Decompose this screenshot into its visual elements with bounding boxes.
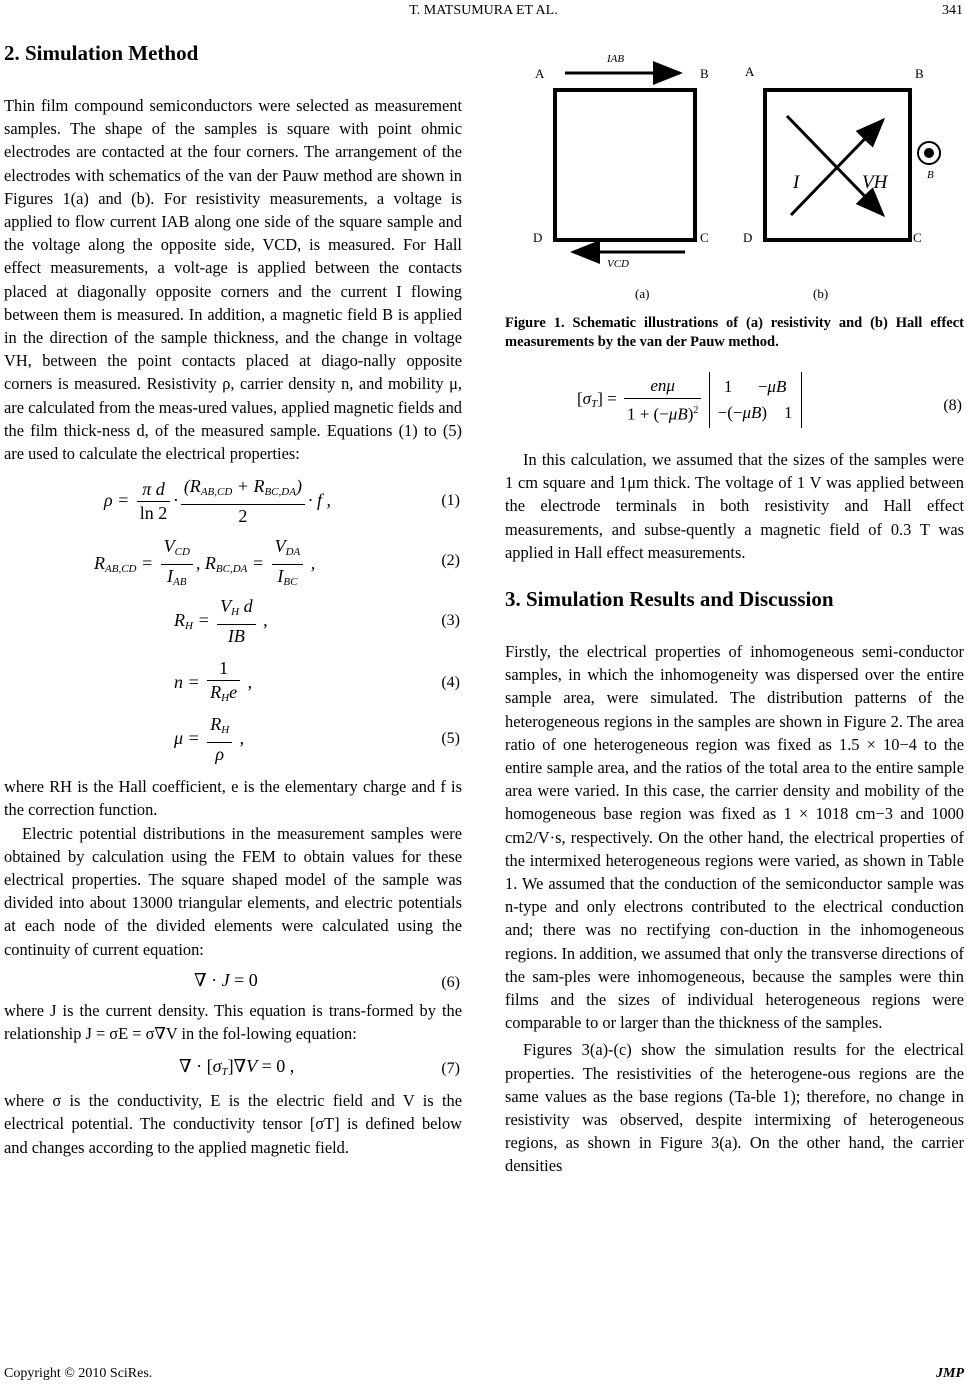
paragraph-fem: Electric potential distributions in the measurement samples were obtained by calculation using the FEM to obtain values for these electrical properties. The square shaped model of the sample was divided into about 13000 triangular elements, and electric potentials at each node of the divided elements were calculated using the continuity of current equation: [4,823,462,959]
label-a-a: A [535,66,545,81]
label-a-b: B [700,66,709,81]
right-column [505,362,964,1178]
equation-7 [4,1051,462,1089]
paragraph-current-density: where J is the current density. This equation is trans-formed by the relationship J = σE = σ∇V in the fol-lowing equation: [4,1000,462,1044]
equation-4 [4,657,462,713]
paragraph-hall-coefficient: where RH is the Hall coefficient, e is the elementary charge and f is the correction function. [4,777,462,820]
label-i: I [793,172,800,193]
equation-2-body: $R_{AB,CD}$ = $\frac{V_{CD}}{I_{AB}}$ , $R_{BC,DA}$ = $\frac{V_{DA}}{I_{BC}}$ , [94,536,316,589]
equation-6-body: ∇ · J = 0 [194,969,258,990]
page-number: 341 [942,3,963,18]
figure-1-caption: Figure 1. Schematic illustrations of (a) resistivity and (b) Hall effect measurements by the van der Pauw method. [505,315,964,350]
left-column [4,40,462,1159]
label-b-c: C [913,230,922,245]
label-subfig-a: (a) [635,286,650,301]
arrow-current-i [787,116,883,215]
label-subfig-b: (b) [813,286,829,301]
section-heading-3: 3. Simulation Results and Discussion [505,587,834,612]
paragraph-figure3: Figures 3(a)-(c) show the simulation results for the electrical properties. The resistivities of the heterogene-ous regions are the same values as the base regions (Ta-ble 1); therefore, no change in resistivity was observed, despite intermixing of heterogeneous regions, as shown in Figure 3(a). On the other hand, the carrier densities [505,1040,964,1176]
equation-8-number: (8) [943,397,962,414]
paragraph-results: Firstly, the electrical properties of inhomogeneous semi-conductor samples, in which the inhomogeneity was dispersed over the entire sample area, were simulated. The distribution patterns of the heterogeneous regions in the samples are shown in Figure 2. The area ratio of one heterogeneous region was fixed as 1.5 × 10−4 to the entire sample area, and the ratios of the total area to the entire sample area were varied. In this case, the carrier density and mobility of the homogeneous base region was fixed as 1 × 1018 cm−3 and 1000 cm2/V·s, respectively. On the other hand, the electrical properties of the intermixed heterogeneous regions were varied, as shown in Table 1. We assumed that the conduction of the semiconductor sample was n-type and only electrons contributed to the electrical conduction and; there was no rectifying con-duction in the inhomogeneous regions. In addition, we assumed that only the transverse directions of the sam-ples were inhomogeneous, because the samples were thin films and the sizes of individual heterogeneous regions were comparable to or larger than the thickness of the samples. [505,642,964,1033]
equation-6-number: (6) [441,973,460,991]
paragraph-conductivity: where σ is the conductivity, E is the electric field and V is the electrical potential. The conductivity tensor [σT] is defined below and changes according to the applied magnetic field. [4,1091,462,1157]
equation-6 [4,965,462,999]
header-authors: T. MATSUMURA ET AL. [409,3,558,18]
label-b-a: A [745,64,755,79]
magnetic-field-dot [924,148,934,158]
equation-2 [4,535,462,595]
equation-4-number: (4) [441,674,460,692]
equation-8 [505,362,964,448]
section-heading-2: 2. Simulation Method [4,41,199,65]
footer-copyright: Copyright © 2010 SciRes. [4,1366,153,1381]
equation-4-body: n = $\frac{1}{R_He}$ , [174,658,253,705]
page-footer [4,1366,964,1382]
paragraph-samples: Thin film compound semiconductors were selected as measurement samples. The shape of the samples is square with point ohmic electrodes are contacted at the four corners. The arrangement of the electrodes with schematics of the van der Pauw method are shown in Figures 1(a) and (b). For resistivity measurements, a voltage is applied to flow current IAB along one side of the square sample and the voltage along the opposite side, VCD, is measured. For Hall effect measurements, a volt-age is applied between the contacts placed at diagonally opposite corners and the current I flowing between them is measured. In addition, a magnetic field B is applied in the direction of the sample thickness, and the change in voltage VH, between the point contacts placed at diago-nally opposite corners is measured. Resistivity ρ, carrier density n, and mobility μ, are calculated from the meas-ured values, applied magnetic fields and the film thick-ness d, of the measured sample. Equations (1) to (5) are used to calculate the electrical properties: [4,96,462,464]
equation-1-number: (1) [441,492,460,510]
equation-3-number: (3) [441,612,460,630]
label-a-c: C [700,230,709,245]
figure-1-diagram [505,40,964,305]
equation-3 [4,595,462,657]
label-b-d: D [743,230,753,245]
label-b-field: B [927,169,934,181]
label-iab: IAB [607,53,625,65]
running-header [0,3,967,21]
label-b-b: B [915,66,924,81]
figure-1 [505,40,964,305]
label-vh: VH [862,172,888,193]
equation-1 [4,475,462,535]
equation-3-body: $R_H$ = $\frac{V_H d}{IB}$ , [174,596,268,647]
footer-journal: JMP [936,1366,964,1381]
label-a-d: D [533,230,543,245]
equation-5 [4,713,462,775]
equation-5-body: μ = $\frac{R_H}{\rho}$ , [174,714,245,765]
equation-8-body: $[\sigma_T]$ = $\frac{\text{enμ}}{1 + (-\mu B)^2}$ 1 −μB −(−μB) 1 [577,372,802,428]
equation-5-number: (5) [441,730,460,748]
label-vcd: VCD [607,258,629,270]
equation-7-number: (7) [441,1060,460,1078]
paragraph-calculation: In this calculation, we assumed that the sizes of the samples were 1 cm square and 1μm thick. The voltage of 1 V was applied between the electrode terminals in both resistivity and Hall effect measurements, and subse-quently a magnetic field of 0.3 T was applied in Hall effect measurements. [505,450,964,562]
equation-7-body: ∇ · $[\sigma_T]\nabla V = 0$ , [179,1056,295,1079]
equation-1-body: ρ = $\frac{\text{π d}}{\ln 2}$ · $\frac{(R_{AB,CD} + R_{BC,DA})}{2}$ · f , [104,476,331,527]
equation-2-number: (2) [441,552,460,570]
square-a [555,90,695,240]
